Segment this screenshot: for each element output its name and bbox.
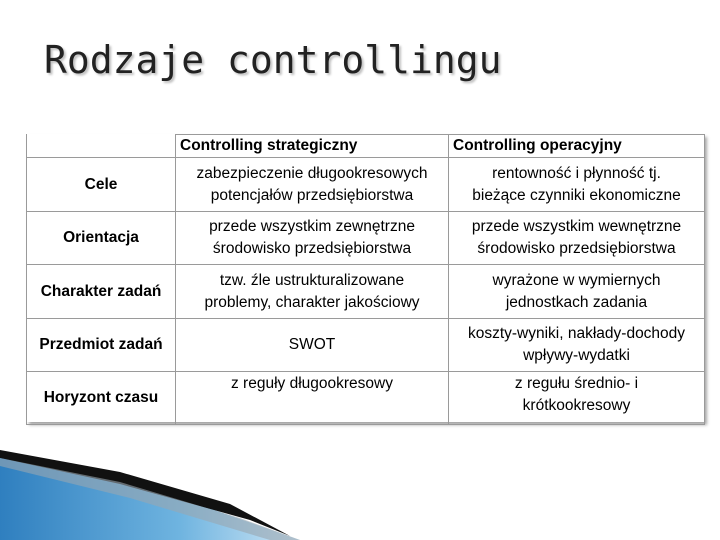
cell-operational (449, 158, 705, 212)
table-header-row (27, 135, 705, 158)
table-row (27, 265, 705, 319)
header-operational: Controlling operacyjny (449, 135, 705, 158)
slide-title: Rodzaje controllingu (44, 38, 502, 82)
cell-strategic (176, 212, 449, 265)
cell-operational (449, 372, 705, 425)
cell-line: środowisko przedsiębiorstwa (212, 240, 412, 257)
header-blank-cell (27, 135, 176, 158)
cell-operational (449, 319, 705, 372)
comparison-table (26, 134, 704, 422)
cell-line: z reguły długookresowy (231, 375, 393, 392)
cell-line: krótkookresowy (522, 397, 631, 414)
cell-line: potencjałów przedsiębiorstwa (210, 186, 414, 204)
cell-line: koszty-wyniki, nakłady-dochody (467, 325, 686, 342)
row-label-cele: Cele (27, 158, 176, 212)
cell-line: problemy, charakter jakościowy (204, 293, 420, 311)
table-row (27, 212, 705, 265)
cell-line: SWOT (288, 336, 336, 353)
row-label-horyzont-czasu: Horyzont czasu (27, 372, 176, 425)
cell-strategic (176, 319, 449, 372)
cell-line: tzw. źle ustrukturalizowane (219, 271, 405, 289)
cell-operational (449, 265, 705, 319)
header-strategic: Controlling strategiczny (176, 135, 449, 158)
cell-line: przede wszystkim zewnętrzne (209, 218, 415, 235)
cell-line: środowisko przedsiębiorstwa (477, 240, 676, 257)
cell-line: bieżące czynniki ekonomiczne (472, 186, 681, 204)
table-row (27, 372, 705, 425)
cell-line: z regułu średnio- i (514, 375, 639, 392)
row-label-charakter-zadan: Charakter zadań (27, 265, 176, 319)
cell-line: wpływy-wydatki (523, 347, 630, 364)
row-label-przedmiot-zadan: Przedmiot zadań (27, 319, 176, 372)
cell-strategic (176, 372, 449, 425)
slide-decoration (0, 420, 720, 540)
cell-strategic (176, 158, 449, 212)
cell-line: rentowność i płynność tj. (492, 164, 661, 182)
cell-line: zabezpieczenie długookresowych (196, 164, 428, 182)
table-row (27, 319, 705, 372)
table-row (27, 158, 705, 212)
cell-line: wyrażone w wymiernych (492, 271, 661, 289)
cell-line: jednostkach zadania (505, 293, 648, 311)
cell-operational (449, 212, 705, 265)
cell-line: przede wszystkim wewnętrzne (471, 218, 682, 235)
row-label-orientacja: Orientacja (27, 212, 176, 265)
cell-strategic (176, 265, 449, 319)
